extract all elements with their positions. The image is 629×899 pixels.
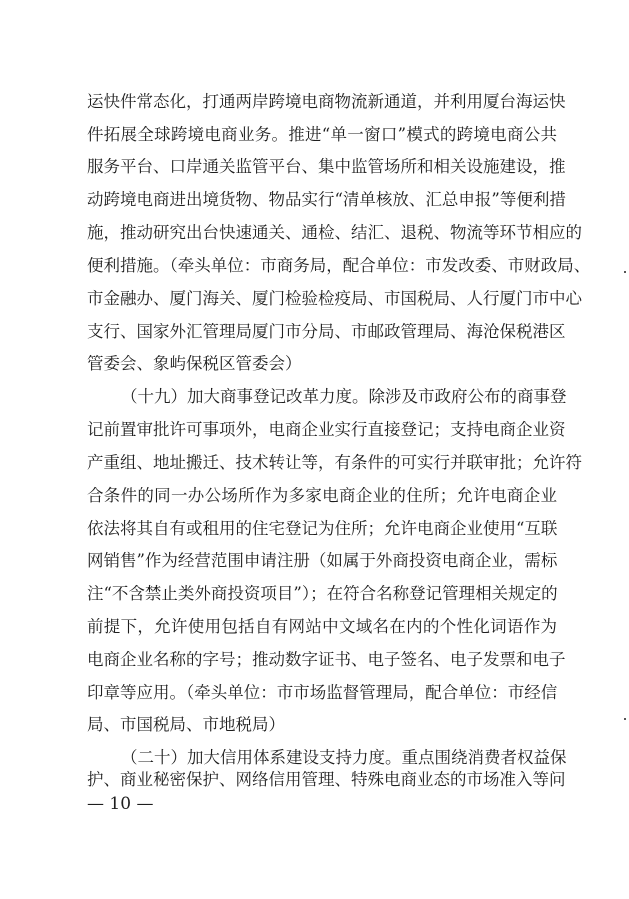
text-line: 产重组、地址搬迁、技术转让等，有条件的可实行并联审批；允许符 bbox=[87, 453, 582, 472]
text-line: 便利措施。（牵头单位：市商务局，配合单位：市发改委、市财政局、 bbox=[87, 256, 591, 275]
page-number: — 10 — bbox=[87, 794, 154, 814]
text-line: 前提下，允许使用包括自有网站中文域名在内的个性化词语作为 bbox=[87, 617, 557, 636]
text-line: 支行、国家外汇管理局厦门市分局、市邮政管理局、海沧保税港区 bbox=[87, 322, 566, 341]
text-line: 注“不含禁止类外商投资项目”）；在符合名称登记管理相关规定的 bbox=[87, 584, 558, 603]
text-line: 管委会、象屿保税区管委会） bbox=[87, 354, 302, 373]
text-line: 电商企业名称的字号；推动数字证书、电子签名、电子发票和电子 bbox=[87, 650, 566, 669]
text-line: 印章等应用。（牵头单位：市市场监督管理局，配合单位：市经信 bbox=[87, 683, 558, 702]
text-line: 护、商业秘密保护、网络信用管理、特殊电商业态的市场准入等问 bbox=[87, 770, 566, 789]
paragraph-first-line: （十九）加大商事登记改革力度。除涉及市政府公布的商事登 bbox=[121, 387, 567, 406]
text-line: 件拓展全球跨境电商业务。推进“单一窗口”模式的跨境电商公共 bbox=[87, 125, 557, 144]
text-line: 网销售”作为经营范围申请注册（如属于外商投资电商企业，需标 bbox=[87, 551, 558, 570]
text-line: 动跨境电商进出境货物、物品实行“清单核放、汇总申报”等便利措 bbox=[87, 190, 566, 209]
text-line: 合条件的同一办公场所作为多家电商企业的住所；允许电商企业 bbox=[87, 486, 557, 505]
scan-mark bbox=[624, 271, 626, 273]
text-line: 施，推动研究出台快速通关、通检、结汇、退税、物流等环节相应的 bbox=[87, 223, 582, 242]
paragraph-first-line: （二十）加大信用体系建设支持力度。重点围绕消费者权益保 bbox=[121, 748, 567, 767]
text-line: 记前置审批许可事项外，电商企业实行直接登记；支持电商企业资 bbox=[87, 420, 566, 439]
text-line: 运快件常态化，打通两岸跨境电商物流新通道，并利用厦台海运快 bbox=[87, 92, 566, 111]
scan-mark bbox=[624, 718, 626, 720]
text-line: 局、市国税局、市地税局） bbox=[87, 715, 285, 734]
text-line: 市金融办、厦门海关、厦门检验检疫局、市国税局、人行厦门市中心 bbox=[87, 289, 582, 308]
text-line: 服务平台、口岸通关监管平台、集中监管场所和相关设施建设，推 bbox=[87, 157, 566, 176]
text-line: 依法将其自有或租用的住宅登记为住所；允许电商企业使用“互联 bbox=[87, 519, 558, 538]
